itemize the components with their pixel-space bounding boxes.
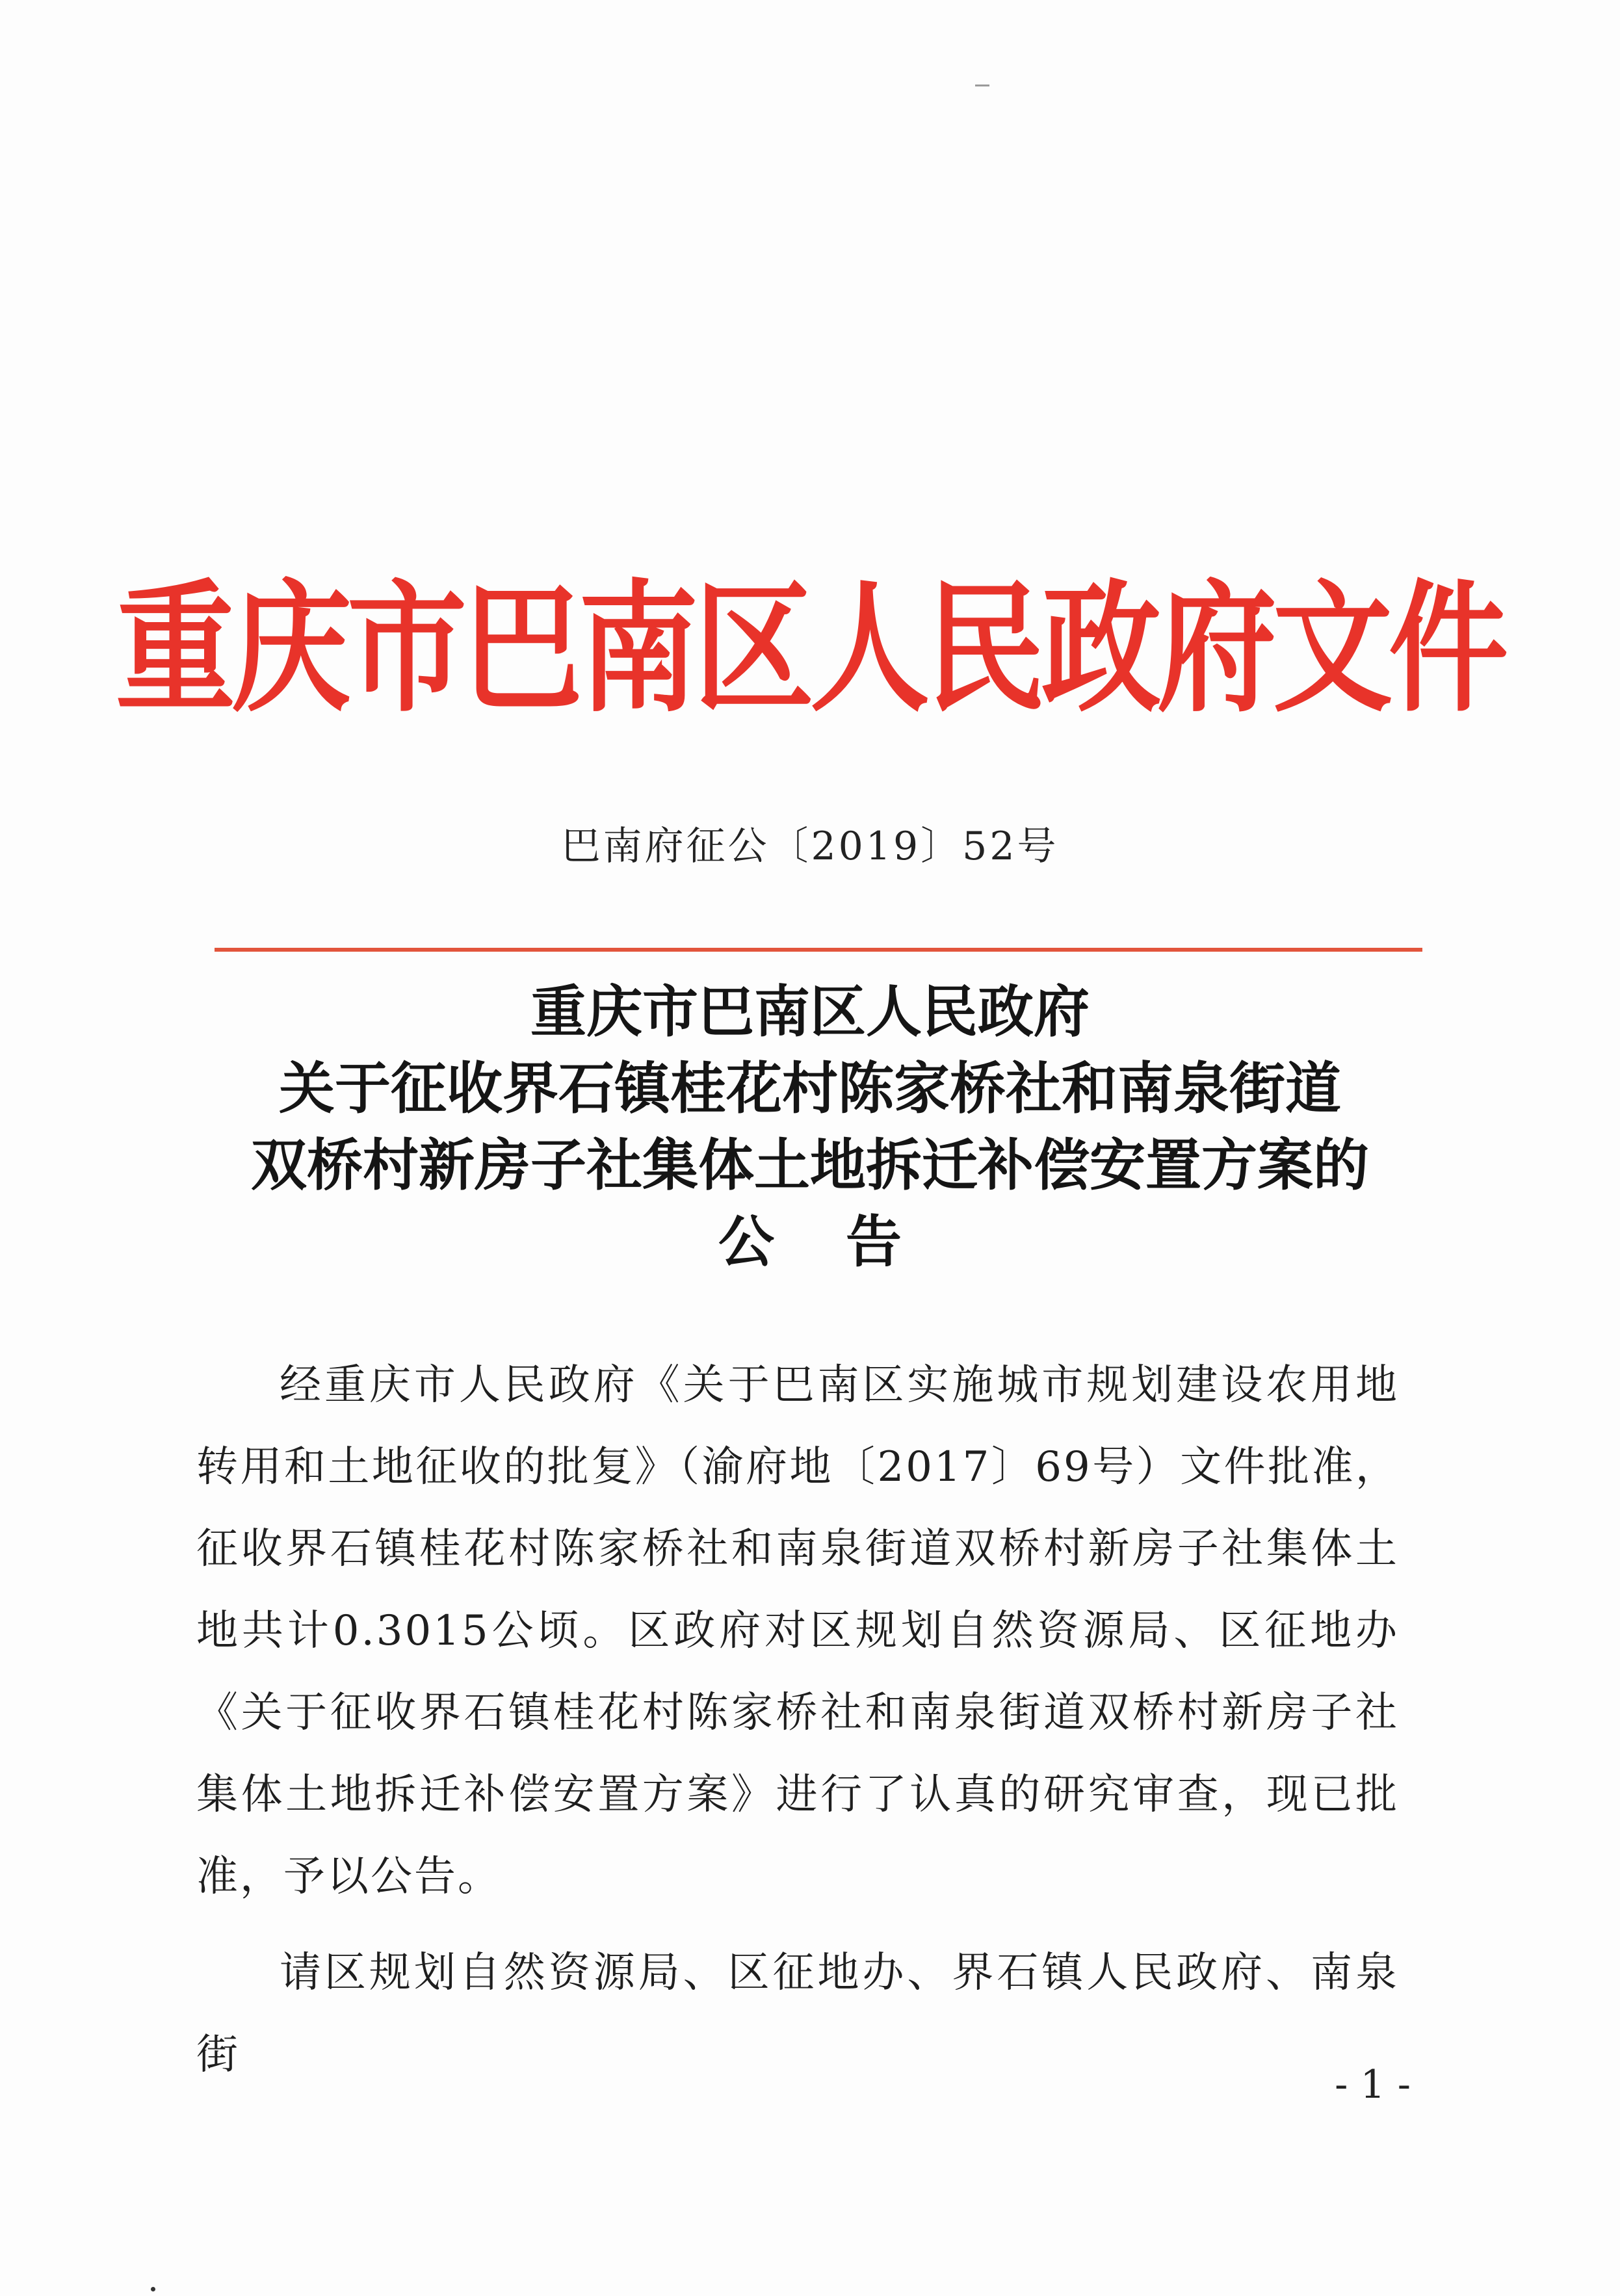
title-line-2: 关于征收界石镇桂花村陈家桥社和南泉街道	[279, 1056, 1341, 1121]
scan-dot	[151, 2287, 155, 2291]
paragraph-1: 经重庆市人民政府《关于巴南区实施城市规划建设农用地转用和土地征收的批复》（渝府地〔2017〕69号）文件批准，征收界石镇桂花村陈家桥社和南泉街道双桥村新房子社集体土地共计0.3015公顷。区政府对区规划自然资源局、区征地办《关于征收界石镇桂花村陈家桥社和南泉街道双桥村新房子社集体土地拆迁补偿安置方案》进行了认真的研究审查，现已批准，予以公告。	[196, 1361, 1399, 1901]
document-number: 巴南府征公〔2019〕52号	[561, 824, 1059, 869]
body-text	[196, 1344, 1399, 2110]
red-separator-rule	[215, 948, 1422, 952]
title-line-1: 重庆市巴南区人民政府	[530, 979, 1090, 1045]
page-number: - 1 -	[1335, 2062, 1411, 2107]
masthead-title: 重庆市巴南区人民政府文件	[115, 566, 1504, 732]
scan-mark	[975, 85, 989, 86]
paragraph-2: 请区规划自然资源局、区征地办、界石镇人民政府、南泉街	[196, 1949, 1399, 2079]
notice-title	[0, 974, 1620, 1281]
title-line-3: 双桥村新房子社集体土地拆迁补偿安置方案的	[251, 1132, 1369, 1198]
title-line-4: 公告	[718, 1209, 973, 1275]
